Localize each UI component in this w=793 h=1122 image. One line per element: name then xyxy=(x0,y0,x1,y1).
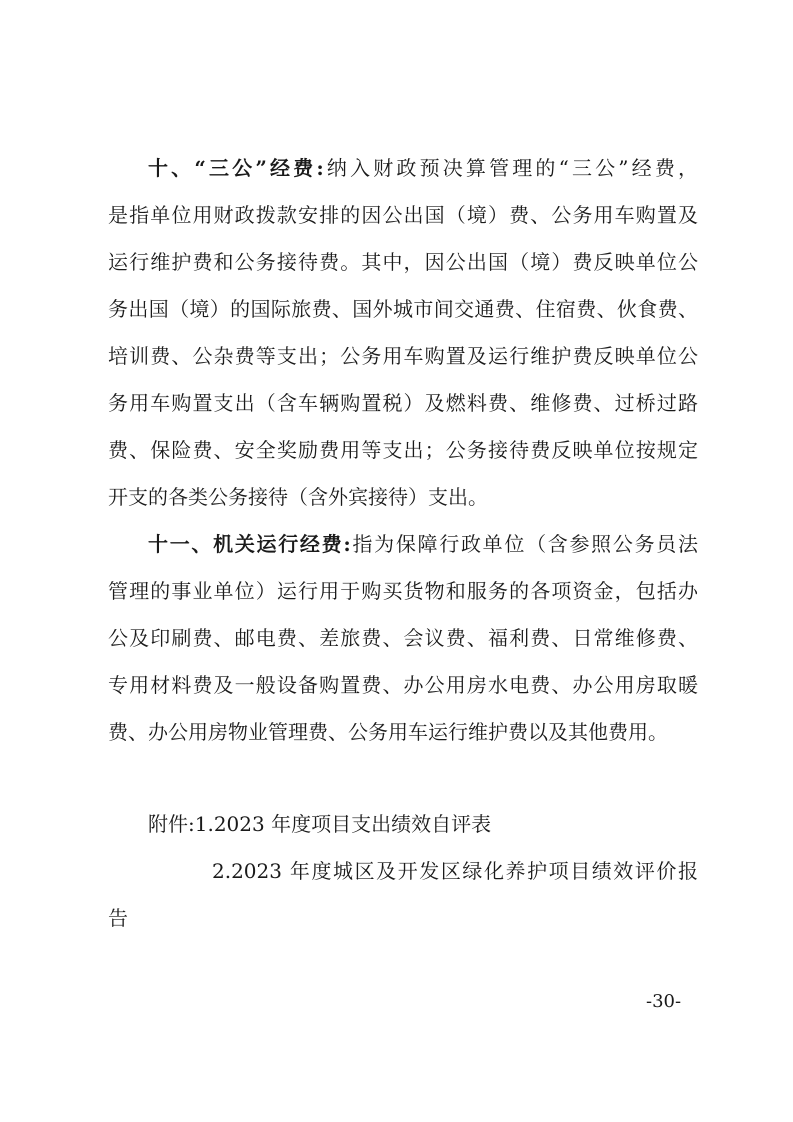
paragraph-line: 是指单位用财政拨款安排的因公出国（境）费、公务用车购置及 xyxy=(108,203,698,227)
section-10-text: 纳入财政预决算管理的“三公”经费， xyxy=(323,156,699,180)
section-11-first-line xyxy=(148,530,698,558)
paragraph-line: 管理的事业单位）运行用于购买货物和服务的各项资金，包括办 xyxy=(108,579,698,603)
paragraph-line: 运行维护费和公务接待费。其中，因公出国（境）费反映单位公 xyxy=(108,250,698,274)
section-10-heading: 十、“三公”经费: xyxy=(148,156,324,180)
attachment-item-1: 1.2023 年度项目支出绩效自评表 xyxy=(194,812,492,836)
section-10-first-line xyxy=(148,154,698,182)
paragraph-line: 务用车购置支出（含车辆购置税）及燃料费、维修费、过桥过路 xyxy=(108,391,698,415)
paragraph-line: 专用材料费及一般设备购置费、办公用房水电费、办公用房取暖 xyxy=(108,673,698,697)
paragraph-line: 公及印刷费、邮电费、差旅费、会议费、福利费、日常维修费、 xyxy=(108,626,698,650)
paragraph-line: 培训费、公杂费等支出；公务用车购置及运行维护费反映单位公 xyxy=(108,344,698,368)
section-11-heading: 十一、机关运行经费: xyxy=(148,532,351,556)
paragraph-line: 开支的各类公务接待（含外宾接待）支出。 xyxy=(108,485,488,509)
attachment-line-1 xyxy=(148,810,698,838)
attachment-label: 附件: xyxy=(148,812,195,836)
page-number: -30- xyxy=(646,991,682,1012)
paragraph-line: 务出国（境）的国际旅费、国外城市间交通费、住宿费、伙食费、 xyxy=(108,297,698,321)
paragraph-line: 费、办公用房物业管理费、公务用车运行维护费以及其他费用。 xyxy=(108,720,668,744)
section-11-text: 指为保障行政单位（含参照公务员法 xyxy=(350,532,699,556)
attachment-item-2-continued: 告 xyxy=(108,906,128,930)
attachment-item-2: 2.2023 年度城区及开发区绿化养护项目绩效评价报 xyxy=(212,859,698,883)
paragraph-line: 费、保险费、安全奖励费用等支出；公务接待费反映单位按规定 xyxy=(108,438,698,462)
